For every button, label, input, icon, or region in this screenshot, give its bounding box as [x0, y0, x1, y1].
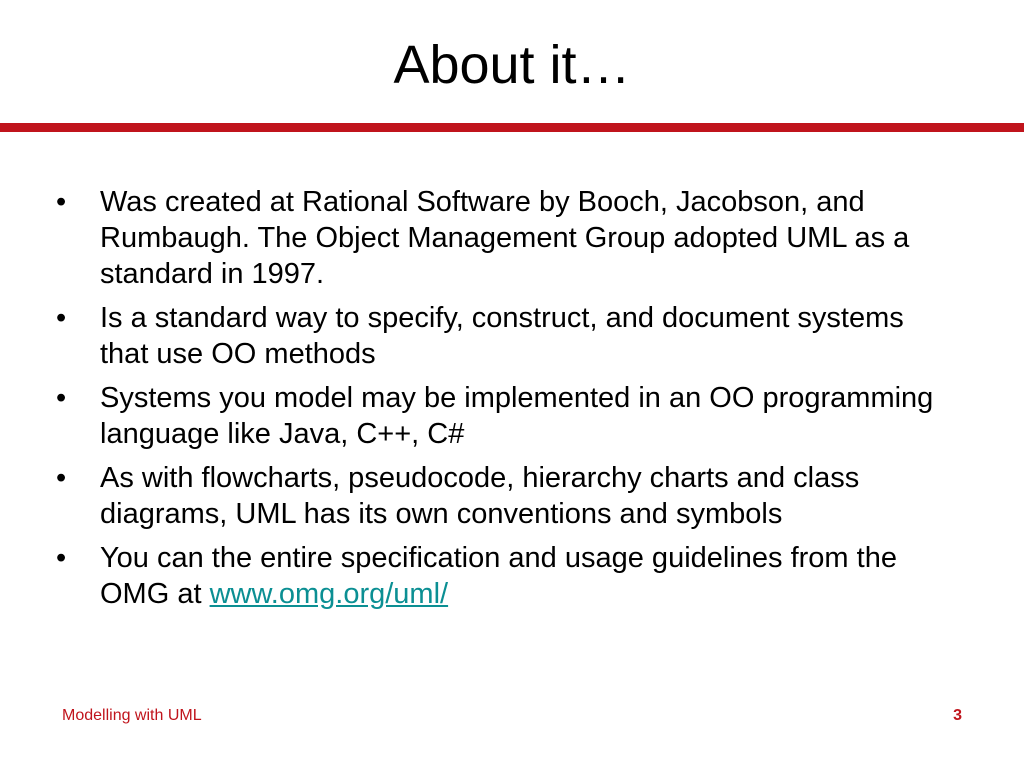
- page-number: 3: [953, 707, 962, 724]
- bullet-dot-icon: •: [56, 302, 67, 334]
- bullet-list: [56, 184, 956, 620]
- bullet-item: [56, 460, 956, 532]
- bullet-text: Was created at Rational Software by Booch, Jacobson, and Rumbaugh. The Object Management Group adopted UML as a standard in 1997.: [100, 186, 910, 290]
- bullet-text: Is a standard way to specify, construct, and document systems that use OO methods: [100, 302, 904, 370]
- bullet-item: [56, 540, 956, 612]
- bullet-text: As with flowcharts, pseudocode, hierarchy charts and class diagrams, UML has its own conventions and symbols: [100, 462, 860, 530]
- bullet-item: [56, 380, 956, 452]
- slide-title: About it…: [393, 35, 631, 95]
- footer-title: Modelling with UML: [62, 707, 202, 724]
- bullet-text: You can the entire specification and usage guidelines from the OMG at: [100, 542, 897, 610]
- bullet-item: [56, 184, 956, 292]
- title-divider: [0, 123, 1024, 132]
- bullet-text: Systems you model may be implemented in an OO programming language like Java, C++, C#: [100, 382, 934, 450]
- bullet-dot-icon: •: [56, 542, 67, 574]
- bullet-dot-icon: •: [56, 462, 67, 494]
- bullet-dot-icon: •: [56, 382, 67, 414]
- bullet-item: [56, 300, 956, 372]
- bullet-dot-icon: •: [56, 186, 67, 218]
- omg-uml-link[interactable]: www.omg.org/uml/: [209, 578, 449, 610]
